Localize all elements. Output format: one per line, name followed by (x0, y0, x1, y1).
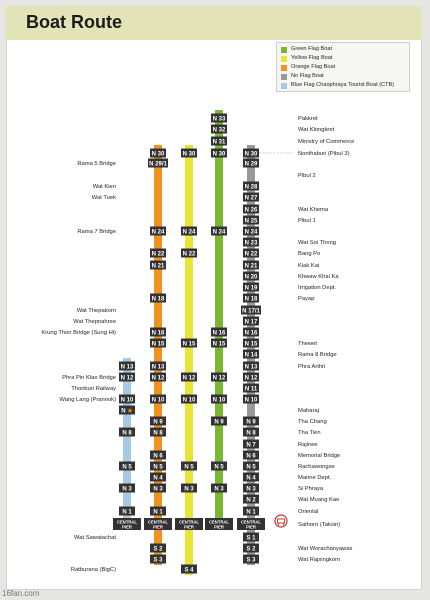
stop-label: N 6 (246, 453, 256, 460)
stop-label: N 31 (212, 139, 226, 146)
station-label-right: Maharaj (298, 408, 319, 414)
station-label-left: Rama 7 Bridge (77, 229, 116, 235)
stop-label: N 5 (214, 464, 224, 471)
stop-label: S 3 (246, 557, 256, 564)
stop-label: N 10 (182, 397, 196, 404)
station-label-right: Pakkret (298, 116, 318, 122)
station-label-left: Wat Thepakorn (76, 308, 116, 314)
stop-label: N 4 (153, 475, 163, 482)
station-label-left: Rama 5 Bridge (77, 161, 116, 167)
station-label-right: Wat Khema (298, 207, 329, 213)
legend-label: Yellow Flag Boat (291, 55, 333, 61)
station-label-right: Khwaw Khai Ka (298, 274, 339, 280)
stop-label: N 28 (244, 184, 258, 191)
station-label-right: Marine Dept. (298, 475, 332, 481)
stop-label: N 9 (153, 419, 163, 426)
legend-label: Blue Flag Chaophraya Tourist Boat (CTB) (291, 82, 395, 88)
station-label-right: Wat Muang Kae (298, 497, 340, 503)
stop-label: N 24 (212, 229, 226, 236)
stop-label: N 5 (184, 464, 194, 471)
stop-label: N 1 (246, 509, 256, 516)
stop-label: N ★ (121, 408, 133, 415)
station-label-right: Phra Arthit (298, 364, 326, 370)
central-pier-label: CENTRAL (240, 519, 262, 525)
station-label-right: Tha Tien (298, 430, 321, 436)
stop-label: N 22 (244, 251, 258, 258)
stop-label: N 9 (246, 419, 256, 426)
central-pier-label: PIER (214, 524, 224, 530)
stop-label: N 30 (182, 151, 196, 158)
stop-label: N 9 (214, 419, 224, 426)
stop-label: N 3 (184, 486, 194, 493)
stop-label: S 2 (153, 546, 163, 553)
station-label-right: Si Phraya (298, 486, 324, 492)
stop-label: N 30 (212, 151, 226, 158)
stop-label: N 10 (151, 397, 165, 404)
stop-label: N 14 (244, 352, 258, 359)
stop-label: N 12 (120, 375, 134, 382)
stop-label: N 20 (244, 274, 258, 281)
stop-label: N 3 (122, 486, 132, 493)
stop-label: N 8 (122, 430, 132, 437)
stop-label: N 8 (246, 430, 256, 437)
stop-label: N 10 (120, 397, 134, 404)
watermark: 16fan.com (2, 589, 40, 598)
central-pier-label: PIER (122, 524, 132, 530)
stop-label: N 13 (151, 364, 165, 371)
station-label-left: Wang Lang (Prannok) (59, 397, 116, 403)
stop-label: N 4 (246, 475, 256, 482)
station-label-right: Nonthaburi (Pibul 3) (298, 151, 350, 157)
legend-label: Green Flag Boat (291, 46, 333, 52)
station-label-left: Wat Tuek (91, 195, 116, 201)
stop-label: N 26 (244, 207, 258, 214)
stop-label: N 19 (244, 285, 258, 292)
legend-label: Orange Flag Boat (291, 64, 336, 70)
stop-label: N 7 (246, 442, 256, 449)
stop-label: N 3 (153, 486, 163, 493)
stop-label: N 16 (151, 330, 165, 337)
station-label-right: Rachawongse (298, 464, 335, 470)
stop-label: N 16 (244, 330, 258, 337)
stop-label: N 15 (212, 341, 226, 348)
stop-label: N 17 (244, 319, 258, 326)
stop-label: N 6 (153, 453, 163, 460)
stop-label: N 15 (182, 341, 196, 348)
station-label-left: Wat Kien (92, 184, 116, 190)
stop-label: N 24 (244, 229, 258, 236)
station-label-right: Rajinee (298, 442, 318, 448)
stop-label: N 15 (151, 341, 165, 348)
station-label-right: Rama 8 Bridge (298, 352, 337, 358)
station-label-right: Thewet (298, 341, 318, 347)
stop-label: N 13 (120, 364, 134, 371)
stop-label: N 18 (244, 296, 258, 303)
route-line-yellow (185, 145, 193, 575)
central-pier-label: PIER (246, 524, 256, 530)
stop-label: N 29 (244, 161, 258, 168)
stop-label: N 3 (214, 486, 224, 493)
central-pier-label: CENTRAL (116, 519, 138, 525)
central-pier-label: CENTRAL (147, 519, 169, 525)
page-title: Boat Route (26, 12, 122, 32)
stop-label: S 3 (153, 557, 163, 564)
route-line-blue (123, 358, 131, 530)
stop-label: N 30 (244, 151, 258, 158)
station-label-right: Pibul 1 (298, 218, 316, 224)
stop-label: N 23 (244, 240, 258, 247)
central-pier-label: PIER (184, 524, 194, 530)
stop-label: N 32 (212, 127, 226, 134)
stop-label: S 4 (184, 567, 194, 574)
stop-label: N 2 (246, 497, 256, 504)
stop-label: N 21 (151, 263, 165, 270)
station-label-right: Wat Klongkret (298, 127, 335, 133)
stop-label: S 2 (246, 546, 256, 553)
station-label-right: Pibul 2 (298, 173, 316, 179)
stop-label: N 18 (151, 296, 165, 303)
stop-label: N 1 (122, 509, 132, 516)
stop-label: N 10 (212, 397, 226, 404)
station-label-left: Krung Thon Bridge (Sung Hi) (41, 330, 116, 336)
station-label-right: Payap (298, 296, 315, 302)
central-pier-label: PIER (153, 524, 163, 530)
stop-label: N 5 (246, 464, 256, 471)
station-label-right: Ministry of Commerce (298, 139, 355, 145)
stop-label: N 27 (244, 195, 258, 202)
station-label-right: Sathorn (Taksin) (298, 522, 341, 528)
stop-label: N 22 (182, 251, 196, 258)
stop-label: N 10 (244, 397, 258, 404)
stop-label: N 12 (151, 375, 165, 382)
bts-train-icon (275, 515, 287, 527)
stop-label: N 17/1 (242, 308, 260, 315)
station-label-left: Thonburi Railway (71, 386, 116, 392)
station-label-left: Phra Pin Klao Bridge (62, 375, 116, 381)
stop-label: N 30 (151, 151, 165, 158)
stop-label: N 12 (212, 375, 226, 382)
stop-label: N 16 (212, 330, 226, 337)
station-label-right: Memorial Bridge (298, 453, 341, 459)
stop-label: N 25 (244, 218, 258, 225)
stop-label: N 1 (153, 509, 163, 516)
stop-label: N 21 (244, 263, 258, 270)
stop-label: N 12 (244, 375, 258, 382)
station-label-left: Wat Thepnahree (73, 319, 116, 325)
station-label-left: Ratburana (BigC) (70, 567, 116, 573)
stop-label: N 13 (244, 364, 258, 371)
station-label-right: Bang Po (298, 251, 321, 257)
station-label-right: Wat Worachanyawas (298, 546, 353, 552)
route-line-orange (154, 145, 162, 565)
station-label-right: Tha Chang (298, 419, 327, 425)
stop-label: N 5 (153, 464, 163, 471)
station-label-right: Irrigation Dept. (298, 285, 337, 291)
central-pier-label: CENTRAL (178, 519, 200, 525)
stop-label: N 11 (244, 386, 258, 393)
stop-label: N 29/1 (149, 161, 167, 168)
stop-label: N 22 (151, 251, 165, 258)
station-label-right: Kiak Kai (298, 263, 320, 269)
stop-label: N 24 (151, 229, 165, 236)
stop-label: N 12 (182, 375, 196, 382)
central-pier-label: CENTRAL (208, 519, 230, 525)
stop-label: N 24 (182, 229, 196, 236)
station-label-right: Wat Rajsingkorn (298, 557, 341, 563)
stop-label: N 33 (212, 116, 226, 123)
legend-label: No Flag Boat (291, 73, 324, 79)
stop-label: N 8 (153, 430, 163, 437)
stop-label: N 3 (246, 486, 256, 493)
station-label-right: Oriental (298, 509, 319, 515)
station-label-left: Wat Sawatachat (74, 535, 116, 541)
stop-label: N 15 (244, 341, 258, 348)
stop-label: N 5 (122, 464, 132, 471)
station-label-right: Wat Soi Thong (298, 240, 337, 246)
stop-label: S 1 (246, 535, 256, 542)
